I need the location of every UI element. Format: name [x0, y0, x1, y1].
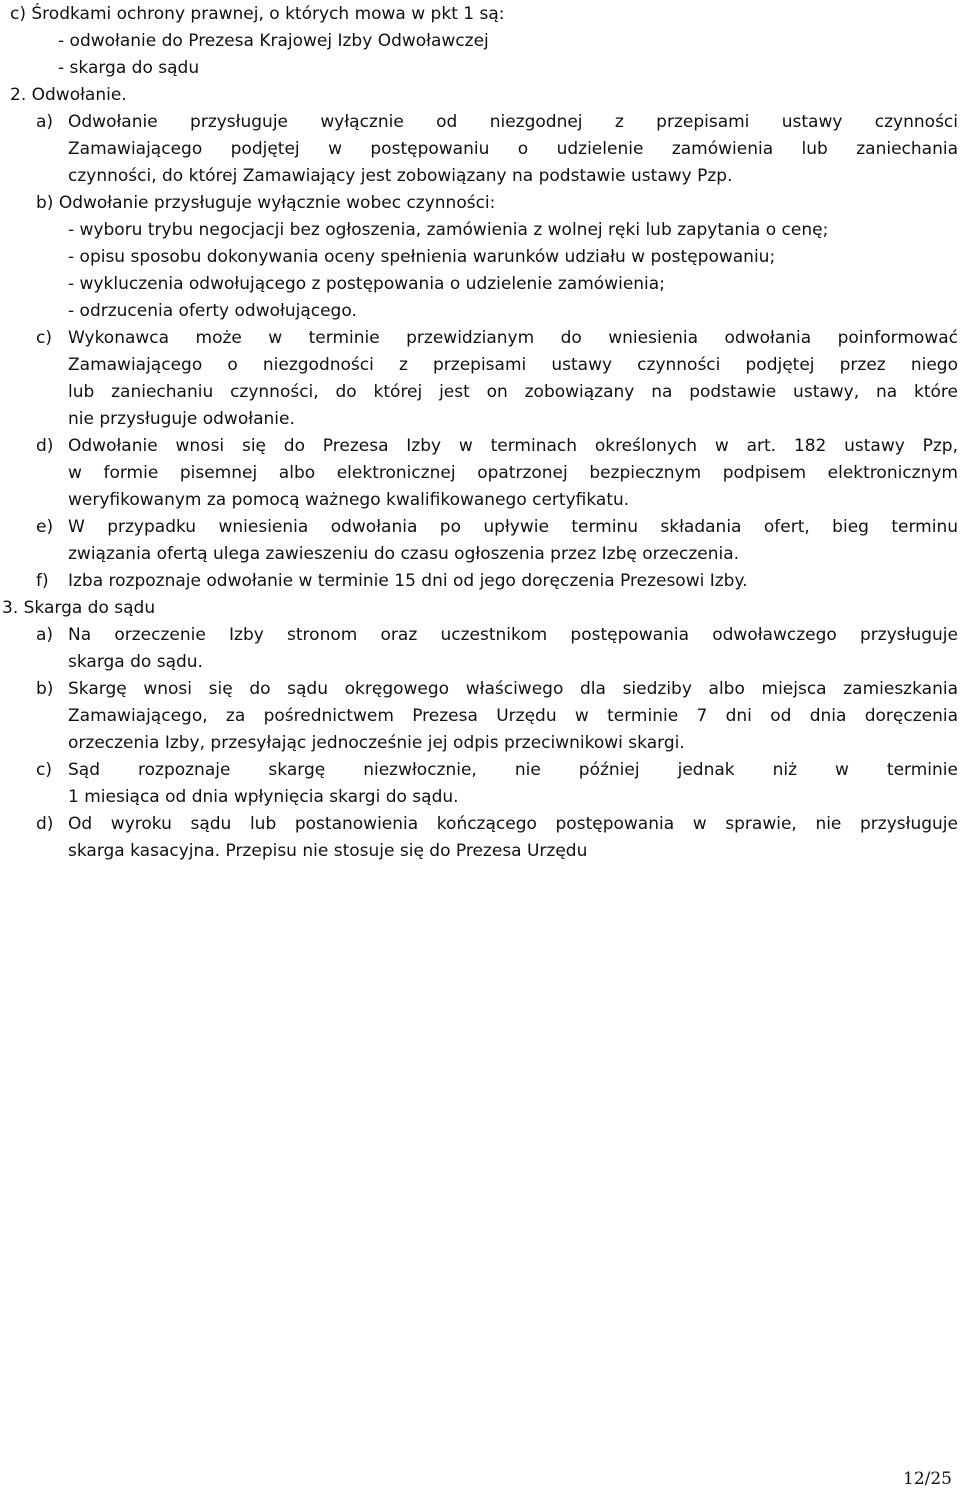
text-line: Izba rozpoznaje odwołanie w terminie 15 dni od jego doręczenia Prezesowi Izby. [68, 571, 748, 591]
text-line: Od wyroku sądu lub postanowienia kończącego postępowania w sprawie, nie przysługuje [68, 814, 958, 834]
text-line: 2. Odwołanie. [10, 85, 127, 105]
text-line: - wykluczenia odwołującego z postępowania o udzielenie zamówienia; [68, 274, 665, 294]
item-label: b) [36, 679, 54, 699]
text-line: 1 miesiąca od dnia wpłynięcia skargi do sądu. [68, 787, 459, 807]
text-line: W przypadku wniesienia odwołania po upływie terminu składania ofert, bieg terminu [68, 517, 958, 537]
item-label: d) [36, 814, 54, 834]
text-line: Zamawiającego podjętej w postępowaniu o udzielenie zamówienia lub zaniechania [68, 139, 958, 159]
text-line: - wyboru trybu negocjacji bez ogłoszenia, zamówienia z wolnej ręki lub zapytania o cenę; [68, 220, 829, 240]
text-line: - odwołanie do Prezesa Krajowej Izby Odwoławczej [58, 31, 489, 51]
item-label: d) [36, 436, 54, 456]
text-line: - opisu sposobu dokonywania oceny spełnienia warunków udziału w postępowaniu; [68, 247, 776, 267]
text-line: - odrzucenia oferty odwołującego. [68, 301, 357, 321]
text-line: c) Środkami ochrony prawnej, o których mowa w pkt 1 są: [10, 4, 505, 24]
text-line: skarga do sądu. [68, 652, 203, 672]
text-line: - skarga do sądu [58, 58, 200, 78]
text-line: Zamawiającego o niezgodności z przepisami ustawy czynności podjętej przez niego [68, 355, 958, 375]
text-line: w formie pisemnej albo elektronicznej opatrzonej bezpiecznym podpisem elektronicznym [68, 463, 958, 483]
text-line: Sąd rozpoznaje skargę niezwłocznie, nie później jednak niż w terminie [68, 760, 958, 780]
item-label: c) [36, 760, 52, 780]
text-line: skarga kasacyjna. Przepisu nie stosuje się do Prezesa Urzędu [68, 841, 588, 861]
text-line: Zamawiającego, za pośrednictwem Prezesa Urzędu w terminie 7 dni od dnia doręczenia [68, 706, 958, 726]
text-line: lub zaniechaniu czynności, do której jest on zobowiązany na podstawie ustawy, na które [68, 382, 958, 402]
text-line: związania ofertą ulega zawieszeniu do czasu ogłoszenia przez Izbę orzeczenia. [68, 544, 740, 564]
text-line: czynności, do której Zamawiający jest zobowiązany na podstawie ustawy Pzp. [68, 166, 733, 186]
text-line: nie przysługuje odwołanie. [68, 409, 295, 429]
text-line: Odwołanie wnosi się do Prezesa Izby w terminach określonych w art. 182 ustawy Pzp, [68, 436, 958, 456]
item-label: a) [36, 112, 54, 132]
item-label: f) [36, 571, 49, 591]
text-line: Wykonawca może w terminie przewidzianym do wniesienia odwołania poinformować [68, 328, 958, 348]
item-label: a) [36, 625, 54, 645]
text-line: Na orzeczenie Izby stronom oraz uczestnikom postępowania odwoławczego przysługuje [68, 625, 958, 645]
text-line: b) Odwołanie przysługuje wyłącznie wobec czynności: [36, 193, 496, 213]
text-line: orzeczenia Izby, przesyłając jednocześnie jej odpis przeciwnikowi skargi. [68, 733, 685, 753]
section-heading: 3. Skarga do sądu [2, 598, 156, 618]
item-label: e) [36, 517, 54, 537]
item-label: c) [36, 328, 52, 348]
text-line: Skargę wnosi się do sądu okręgowego właściwego dla siedziby albo miejsca zamieszkania [68, 679, 958, 699]
page-number: 12/25 [903, 1469, 952, 1489]
text-line: weryfikowanym za pomocą ważnego kwalifikowanego certyfikatu. [68, 490, 630, 510]
text-line: Odwołanie przysługuje wyłącznie od niezgodnej z przepisami ustawy czynności [68, 112, 958, 132]
